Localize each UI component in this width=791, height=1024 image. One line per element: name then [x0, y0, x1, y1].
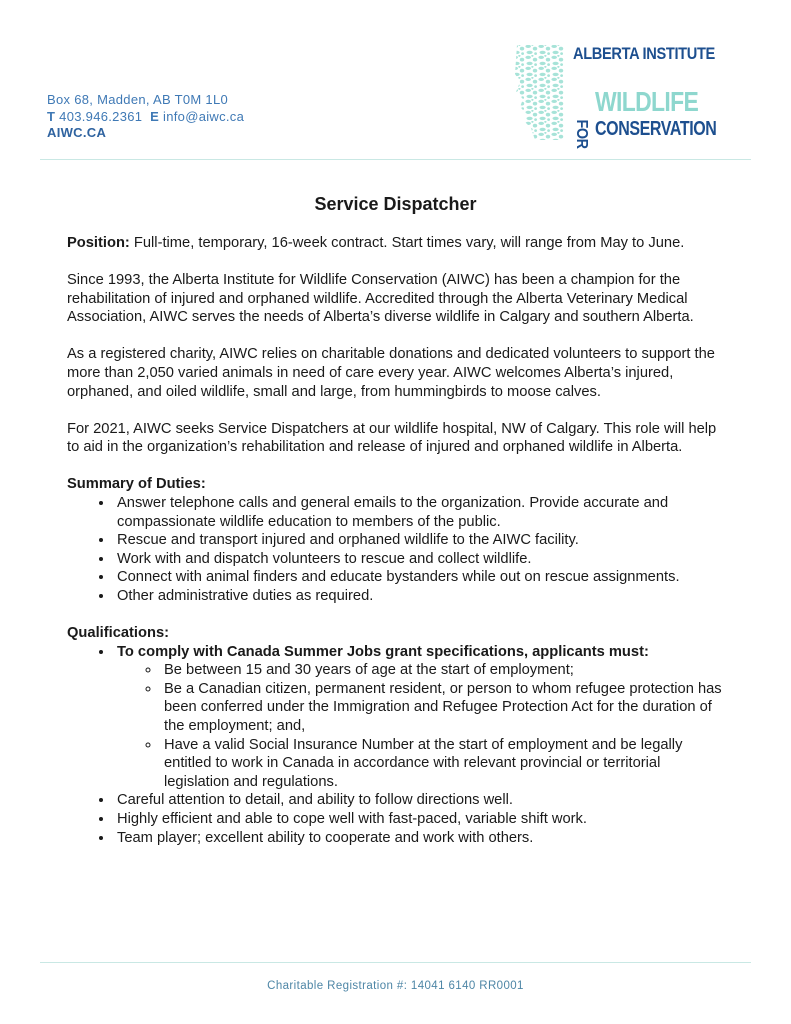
position-text: Full-time, temporary, 16-week contract. Start times vary, will range from May to June.	[129, 235, 685, 251]
position-paragraph	[67, 234, 724, 253]
grant-requirement-item	[114, 643, 724, 792]
list-item: • Rescue and transport injured and orphaned wildlife to the AIWC facility.	[114, 531, 724, 550]
phone-label: T	[47, 108, 56, 124]
page-title: Service Dispatcher	[314, 194, 477, 214]
address-line: Box 68, Madden, AB T0M 1L0	[47, 92, 229, 107]
logo-line-wildlife: WILDLIFE	[595, 86, 699, 117]
email-label: E	[150, 108, 160, 124]
website-url: AIWC.CA	[47, 125, 107, 140]
logo-line-alberta-institute: ALBERTA INSTITUTE	[573, 44, 716, 63]
list-item: ◦ Have a valid Social Insurance Number at the start of employment and be legally entitled to work in Canada in accordance with relevant provincial or territorial legislation and regulations.	[161, 736, 724, 792]
list-item: • Work with and dispatch volunteers to rescue and collect wildlife.	[114, 550, 724, 569]
aiwc-logo	[512, 44, 747, 149]
phone-number: 403.946.2361	[59, 108, 143, 124]
phone-email-line	[47, 109, 244, 126]
list-item: • Answer telephone calls and general emails to the organization. Provide accurate and compassionate wildlife education to members of the public.	[114, 494, 724, 531]
page-footer	[0, 962, 791, 1024]
alberta-map-animals-icon	[512, 44, 566, 141]
logo-line-conservation: CONSERVATION	[595, 118, 717, 140]
qualifications-list	[67, 791, 724, 847]
list-item: • Team player; excellent ability to cooperate and work with others.	[114, 829, 724, 848]
grant-requirement-text: To comply with Canada Summer Jobs grant specifications, applicants must:	[117, 643, 649, 660]
email-address: info@aiwc.ca	[163, 108, 245, 124]
list-item: • Careful attention to detail, and ability to follow directions well.	[114, 791, 724, 810]
summary-of-duties-heading: Summary of Duties:	[67, 476, 206, 493]
role-paragraph: For 2021, AIWC seeks Service Dispatchers at our wildlife hospital, NW of Calgary. This role will help to aid in the organization’s rehabilitation and release of injured and orphaned wildlife in Alberta.	[67, 420, 717, 456]
list-item: • Other administrative duties as required.	[114, 587, 724, 606]
qualifications-grant-list	[67, 643, 724, 792]
charitable-registration-text: Charitable Registration #: 14041 6140 RR0001	[267, 980, 524, 992]
header-divider-rule	[40, 159, 751, 160]
summary-of-duties-list	[67, 494, 724, 606]
list-item: ◦ Be a Canadian citizen, permanent resident, or person to whom refugee protection has been conferred under the Immigration and Refugee Protection Act for the duration of the employment; and,	[161, 680, 724, 736]
list-item: ◦ Be between 15 and 30 years of age at the start of employment;	[161, 661, 724, 680]
footer-divider-rule	[40, 962, 751, 963]
letterhead-header	[0, 0, 791, 160]
contact-block	[47, 92, 244, 142]
logo-word-for-wrap	[573, 87, 592, 149]
logo-word-for: FOR	[573, 119, 591, 149]
list-item: • Connect with animal finders and educate bystanders while out on rescue assignments.	[114, 568, 724, 587]
intro-paragraph: Since 1993, the Alberta Institute for Wildlife Conservation (AIWC) has been a champion for the rehabilitation of injured and orphaned wildlife. Accredited through the Alberta Veterinary Medical Association, AIWC serves the needs of Alberta’s diverse wildlife in Calgary and southern Alberta.	[67, 272, 694, 326]
position-label: Position:	[67, 235, 130, 251]
qualifications-heading: Qualifications:	[67, 625, 170, 641]
logo-text	[573, 44, 747, 149]
charity-paragraph: As a registered charity, AIWC relies on charitable donations and dedicated volunteers to support the more than 2,050 varied animals in need of care every year. AIWC welcomes Alberta’s injured, orphaned, and oiled wildlife, small and large, from hummingbirds to moose calves.	[67, 346, 715, 400]
grant-sub-list	[117, 661, 724, 791]
job-posting-body	[0, 193, 791, 847]
list-item: • Highly efficient and able to cope well with fast-paced, variable shift work.	[114, 810, 724, 829]
